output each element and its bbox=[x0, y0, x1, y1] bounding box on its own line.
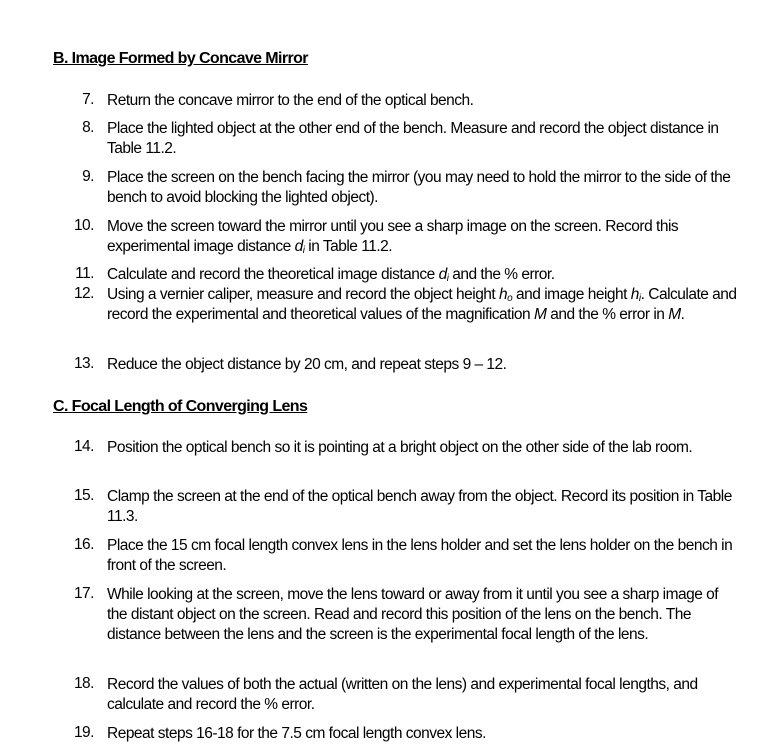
step-text: Place the lighted object at the other end of the bench. Measure and record the object distance in Table 11.2. bbox=[107, 120, 719, 157]
step-number: 19. bbox=[73, 724, 94, 741]
step-text: Calculate and record the theoretical image distance $d_i$ and the % error. bbox=[107, 266, 555, 284]
step-text: Place the 15 cm focal length convex lens in the lens holder and set the lens holder on the bench in front of the screen. bbox=[107, 537, 733, 574]
step-number: 16. bbox=[73, 536, 94, 553]
step-text: Repeat steps 16-18 for the 7.5 cm focal length convex lens. bbox=[107, 725, 486, 742]
step-text: Clamp the screen at the end of the optical bench away from the object. Record its position in Table 11.3. bbox=[107, 488, 732, 525]
step-text: Return the concave mirror to the end of the optical bench. bbox=[107, 92, 474, 109]
step-number: 17. bbox=[73, 585, 94, 602]
step-number: 7. bbox=[82, 91, 94, 108]
step-text: While looking at the screen, move the lens toward or away from it until you see a sharp image of the distant object on the screen. Read and record this position of the lens on the bench. The distance between the lens and the screen is the experimental focal length of the lens. bbox=[107, 586, 719, 643]
step-number: 8. bbox=[82, 119, 94, 136]
step-number: 13. bbox=[73, 355, 94, 372]
step-number: 14. bbox=[73, 438, 94, 455]
step-text: Using a vernier caliper, measure and record the object height $h_o$ and image height $h_i$. Calculate and record the experimental and theoretical values of the magnification M and the % error in M. bbox=[107, 286, 737, 323]
step-number: 15. bbox=[73, 487, 94, 504]
step-text: Reduce the object distance by 20 cm, and repeat steps 9 – 12. bbox=[107, 356, 507, 373]
section-c-heading: C. Focal Length of Converging Lens bbox=[53, 398, 308, 415]
step-text: Move the screen toward the mirror until you see a sharp image on the screen. Record this experimental image distance $d_i$ in Table 11.2. bbox=[107, 218, 679, 256]
step-number: 18. bbox=[73, 675, 94, 692]
step-text: Position the optical bench so it is pointing at a bright object on the other side of the lab room. bbox=[107, 439, 693, 456]
step-number: 12. bbox=[73, 285, 94, 302]
step-number: 11. bbox=[75, 265, 94, 282]
step-text: Record the values of both the actual (written on the lens) and experimental focal lengths, and calculate and record the % error. bbox=[107, 676, 698, 713]
section-b-heading: B. Image Formed by Concave Mirror bbox=[53, 50, 308, 67]
step-text: Place the screen on the bench facing the mirror (you may need to hold the mirror to the side of the bench to avoid blocking the lighted object). bbox=[107, 169, 731, 206]
step-number: 9. bbox=[82, 168, 94, 185]
step-number: 10. bbox=[73, 217, 94, 234]
